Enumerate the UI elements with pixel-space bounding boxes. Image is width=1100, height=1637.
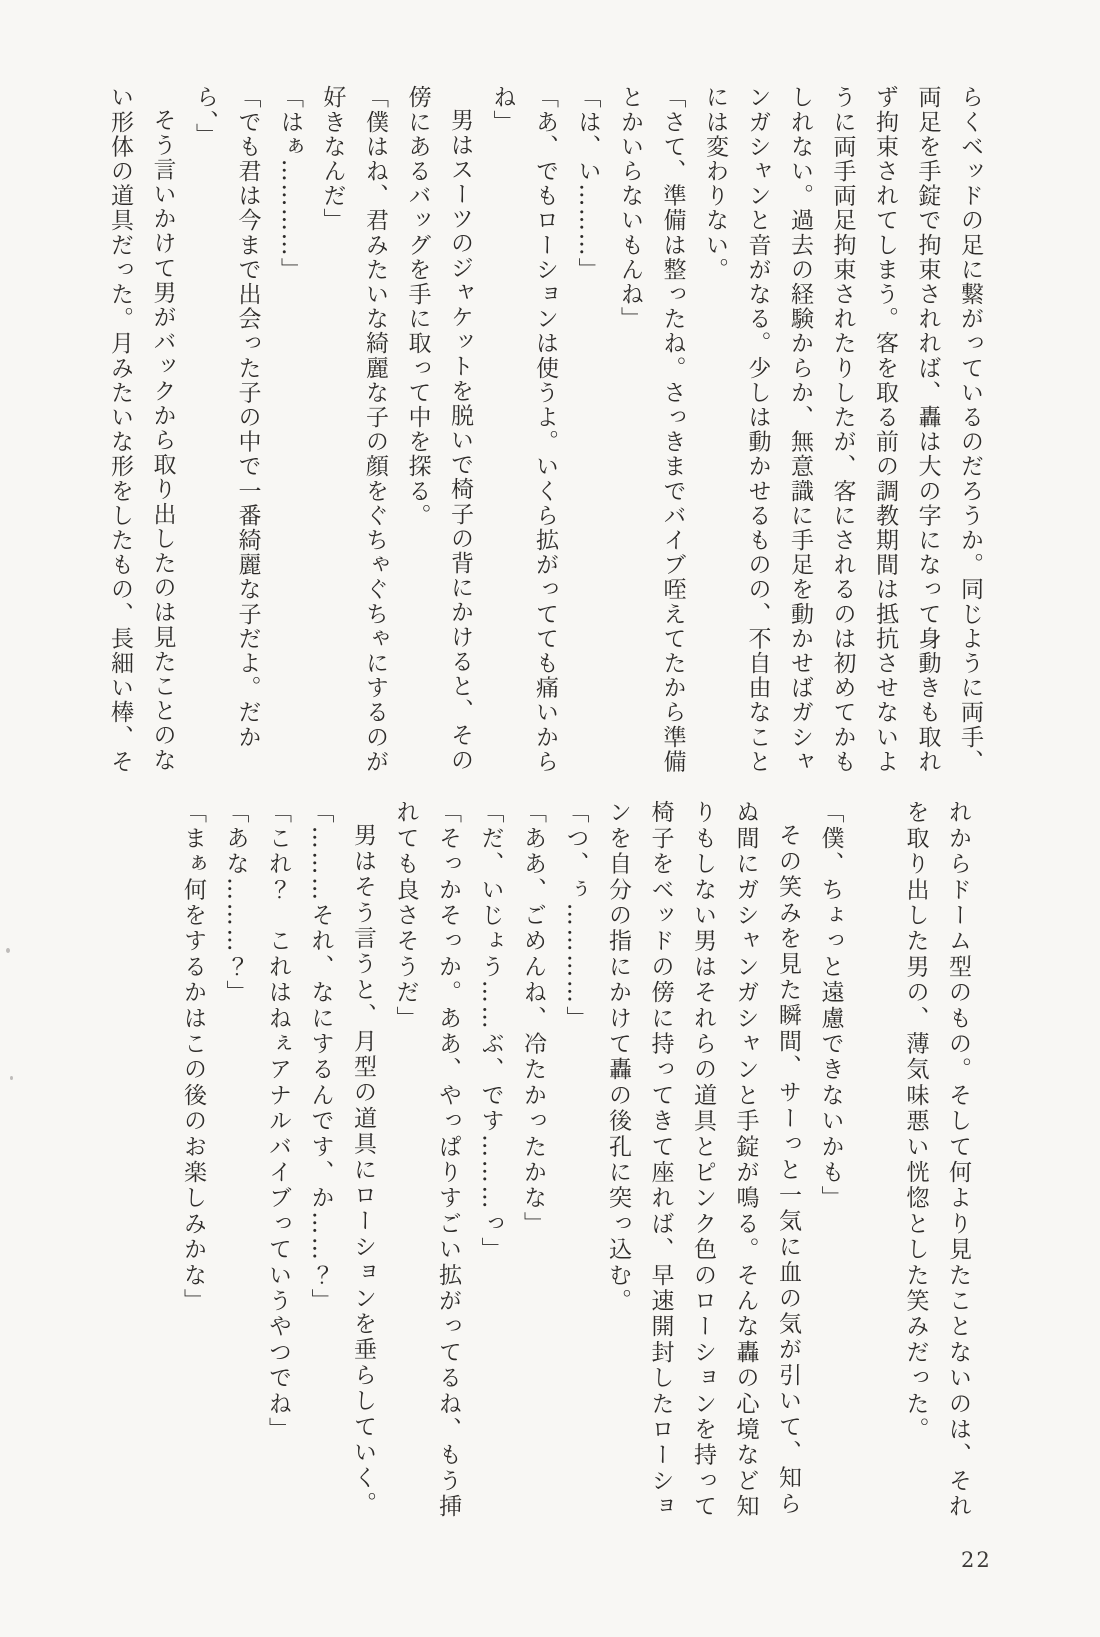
scan-speck <box>10 1076 13 1080</box>
paragraph: 「つ、ぅ…………」 <box>562 800 589 1032</box>
paragraph: 「だ、いじょう……ぶ、です………っ」 <box>477 800 504 1263</box>
scan-speck <box>6 948 10 953</box>
paragraph: 「は、い………」 <box>574 85 601 282</box>
paragraph: 「あな………？」 <box>222 800 249 1006</box>
paragraph: 「でも君は今まで出会った子の中で一番綺麗な子だよ。だから、」 <box>192 85 261 750</box>
paragraph: 「僕、ちょっと遠慮できないかも」 <box>817 800 844 1212</box>
text-block-bottom <box>172 800 980 1524</box>
paragraph: 「………それ、なにするんです、か……？」 <box>307 800 334 1314</box>
paragraph: 「はぁ…………」 <box>277 85 303 282</box>
paragraph: 男はスーツのジャケットを脱いで椅子の背にかけると、その傍にあるバッグを手に取って中を探る。 <box>404 85 473 773</box>
paragraph: 「僕はね、君みたいな綺麗な子の顔をぐちゃぐちゃにするのが好きなんだ」 <box>319 85 388 774</box>
paragraph: 「まぁ何をするかはこの後のお楽しみかな」 <box>180 800 206 1314</box>
paragraph: 「そっかそっか。ああ、やっぱりすごい拡がってるね、もう挿れても良さそうだ」 <box>392 800 461 1520</box>
paragraph: 「あ、でもローションは使うよ。いくら拡がってても痛いからね」 <box>489 85 558 774</box>
text-block-top <box>99 85 992 777</box>
page-number: 22 <box>961 1548 992 1572</box>
paragraph: その笑みを見た瞬間、サーっと一気に血の気が引いて、知らぬ間にガシャンガシャンと手錠が鳴る。そんな轟の心境など知りもしない男はそれらの道具とピンク色のローションを持って椅子をベッドの傍に持ってきて座れば、早速開封したローションを自分の指にかけて轟の後孔に突っ込む。 <box>605 800 801 1520</box>
paragraph: 「これ？ これはねぇアナルバイブっていうやつでね」 <box>265 800 291 1443</box>
paragraph: れからドーム型のもの。そして何より見たことないのは、それを取り出した男の、薄気味悪い恍惚とした笑みだった。 <box>902 800 971 1520</box>
paragraph: 「ああ、ごめんね、冷たかったかな」 <box>520 800 546 1237</box>
paragraph: らくベッドの足に繋がっているのだろうか。同じように両手、両足を手錠で拘束されれば、轟は大の字になって身動きも取れず拘束されてしまう。客を取る前の調教期間は抵抗させないように両手両足拘束されたりしたが、客にされるのは初めてかもしれない。過去の経験からか、無意識に手足を動かせばガシャンガシャンと音がなる。少しは動かせるものの、不自由なことには変わりない。 <box>702 85 983 774</box>
paragraph: 「さて、準備は整ったね。さっきまでバイブ咥えてたから準備とかいらないもんね」 <box>617 85 686 774</box>
paragraph: 男はそう言うと、月型の道具にローションを垂らしていく。 <box>350 823 376 1517</box>
paragraph: そう言いかけて男がバックから取り出したのは見たことのない形体の道具だった。月みたいな形をしたもの、長細い棒、そ <box>107 85 176 774</box>
